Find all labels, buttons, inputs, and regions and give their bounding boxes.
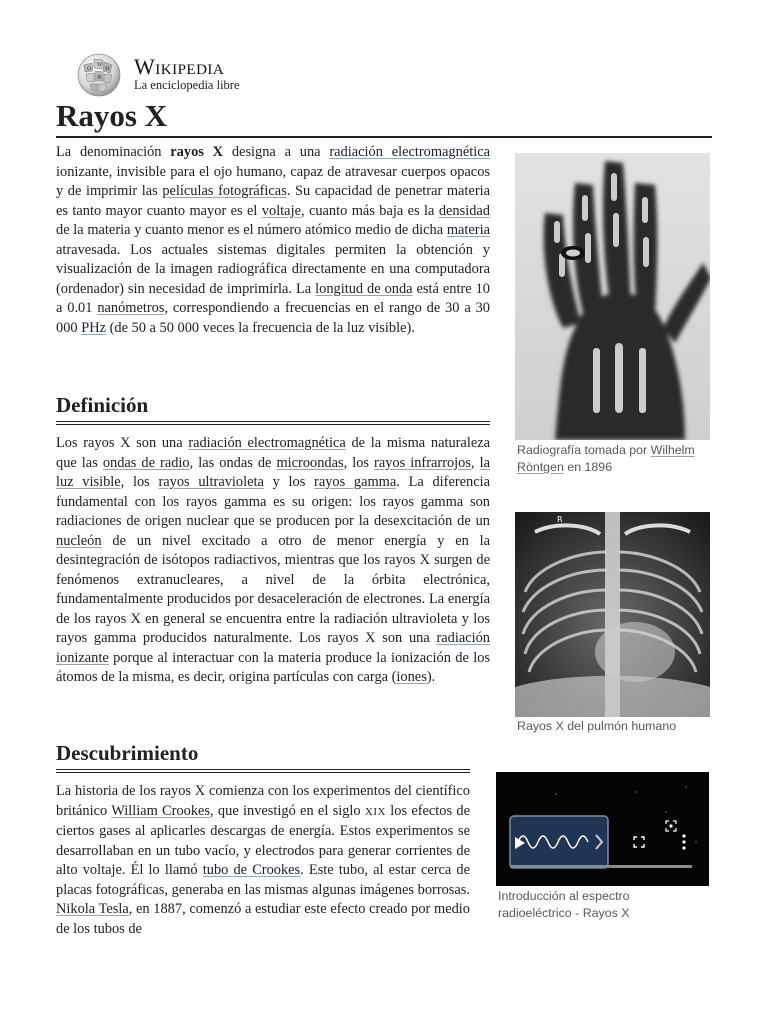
text-run: Radiografía tomada por — [517, 443, 651, 457]
small-caps-text: XIX — [364, 805, 386, 818]
text-run: , los — [120, 474, 159, 490]
section-heading-definicion: Definición — [56, 392, 490, 425]
text-run: , correspondiendo a frecuencias en el rango de 30 a 30 000 — [56, 300, 490, 336]
inline-link[interactable]: ondas de radio — [102, 454, 190, 471]
text-run: , que investigó en el siglo — [210, 802, 365, 819]
inline-link[interactable]: materia — [446, 222, 490, 238]
text-run: está entre 10 a 0.01 — [56, 280, 490, 316]
inline-link[interactable]: nucleón — [56, 532, 102, 549]
inline-link[interactable]: nanómetros — [97, 300, 165, 316]
chest-xray-figure[interactable] — [515, 512, 710, 717]
inline-link[interactable]: rayos ultravioleta — [158, 474, 264, 490]
inline-link[interactable]: Nikola Tesla — [56, 901, 129, 917]
text-run: y los — [263, 474, 315, 490]
text-run: Los rayos X son una — [56, 435, 189, 451]
text-run: . Este tubo, al estar cerca de placas fotográficas, generaba en las mismas algunas imágenes borrosas. — [56, 862, 470, 898]
inline-link[interactable]: William Crookes — [111, 802, 211, 819]
svg-text:W: W — [97, 62, 103, 68]
text-run: de la misma naturaleza que las — [56, 435, 490, 471]
svg-text:И: И — [105, 66, 110, 72]
text-run: (de 50 a 50 000 veces la frecuencia de la luz visible). — [105, 319, 415, 336]
text-run: de la materia y cuanto menor es el número atómico medio de dicha — [56, 222, 447, 238]
chest-xray-image — [515, 512, 710, 717]
video-player[interactable] — [496, 772, 709, 886]
bold-term: rayos X — [170, 144, 224, 160]
text-run: los efectos de ciertos gases al aplicarles descargas de energía. Estos experimentos se desarrollaban en un tubo vacío, y electrodos para generar corrientes de alto voltaje. Él lo llamó — [56, 802, 470, 878]
subtitles-icon[interactable] — [665, 820, 677, 832]
chest-xray-caption — [517, 718, 717, 735]
inline-link[interactable]: voltaje — [261, 202, 301, 219]
inline-link[interactable]: microondas — [276, 454, 344, 471]
text-run: La historia de los rayos X comienza con los experimentos del científico británico — [56, 783, 470, 819]
more-vertical-icon[interactable] — [681, 834, 687, 850]
text-run: , las ondas de — [189, 454, 277, 471]
text-run: Rayos X del pulmón humano — [517, 719, 677, 733]
definicion-paragraph — [56, 434, 490, 688]
video-caption — [498, 888, 698, 922]
inline-link[interactable]: películas fotográficas — [162, 183, 287, 199]
wikipedia-globe-icon[interactable] — [74, 53, 124, 97]
video-thumbnail — [496, 772, 709, 886]
inline-link[interactable]: PHz — [81, 319, 106, 336]
text-run: designa a una — [223, 144, 330, 160]
inline-link[interactable]: rayos gamma — [314, 474, 397, 490]
svg-text:Ω: Ω — [87, 66, 92, 72]
hand-xray-figure[interactable] — [515, 153, 710, 440]
text-run: , los — [343, 454, 375, 471]
text-run: en 1896 — [563, 460, 613, 474]
inline-link[interactable]: iones — [396, 669, 427, 685]
inline-link[interactable]: radiación electromagnética — [329, 144, 490, 160]
text-run: , — [470, 454, 480, 471]
inline-link[interactable]: radiación ionizante — [56, 630, 490, 666]
intro-paragraph — [56, 143, 490, 338]
inline-link[interactable]: longitud de onda — [315, 280, 413, 297]
inline-link[interactable]: radiación electromagnética — [188, 435, 346, 451]
text-run: atravesada. Los actuales sistemas digitales permiten la obtención y visualización de la imagen radiográfica directamente en una computadora (ordenador) sin necesidad de imprimirla. La — [56, 241, 490, 297]
text-run: . La diferencia fundamental con los rayos gamma es su origen: los rayos gamma son radiaciones de origen nuclear que se producen por la desexcitación de un — [56, 474, 490, 529]
text-run: , en 1887, comenzó a estudiar este efecto creado por medio de los tubos de — [56, 901, 470, 937]
inline-link[interactable]: tubo de Crookes — [202, 862, 301, 878]
text-run: Introducción al espectro radioeléctrico - Rayos X — [498, 889, 630, 920]
hand-xray-image — [515, 153, 710, 440]
hand-xray-caption — [517, 442, 717, 476]
text-run: La denominación — [56, 144, 171, 160]
chest-xray-marker: R — [557, 515, 563, 524]
text-run: . Su capacidad de penetrar materia es tanto mayor cuanto mayor es el — [56, 183, 490, 219]
wordmark-tagline: La enciclopedia libre — [134, 78, 240, 92]
text-run: de un nivel excitado a otro de menor energía y en la desintegración de isótopos radiactivos, mientras que los rayos X surgen de fenómenos extranucleares, a nivel de la órbita electrónica, fundamentalmente producidos por desaceleración de electrones. La energía de los rayos X en general se encuentra entre la radiación ultravioleta y los rayos gamma producidos naturalmente. Los rayos X son una — [56, 532, 490, 646]
section-heading-descubrimiento: Descubrimiento — [56, 740, 470, 773]
page-title: Rayos X — [56, 97, 712, 138]
inline-link[interactable]: Wilhelm Röntgen — [517, 443, 695, 474]
text-run: ionizante, invisible para el ojo humano, capaz de atravesar cuerpos opacos y de imprimir las — [56, 163, 490, 199]
wikipedia-wordmark[interactable] — [134, 56, 240, 93]
video-progress-track[interactable] — [510, 865, 692, 868]
inline-link[interactable]: densidad — [438, 202, 490, 219]
inline-link[interactable]: rayos infrarrojos — [374, 454, 471, 471]
text-run: ). — [426, 669, 436, 685]
inline-link[interactable]: la luz visible — [56, 454, 490, 490]
play-icon[interactable] — [514, 836, 526, 850]
text-run: , cuanto más baja es la — [300, 202, 439, 219]
svg-text:維: 維 — [97, 75, 103, 81]
wordmark-name: Wikipedia — [134, 54, 225, 79]
fullscreen-icon[interactable] — [633, 836, 645, 848]
text-run: porque al interactuar con la materia produce la ionización de los átomos de la misma, es decir, origina partículas con carga ( — [56, 649, 490, 685]
descubrimiento-paragraph — [56, 782, 470, 939]
